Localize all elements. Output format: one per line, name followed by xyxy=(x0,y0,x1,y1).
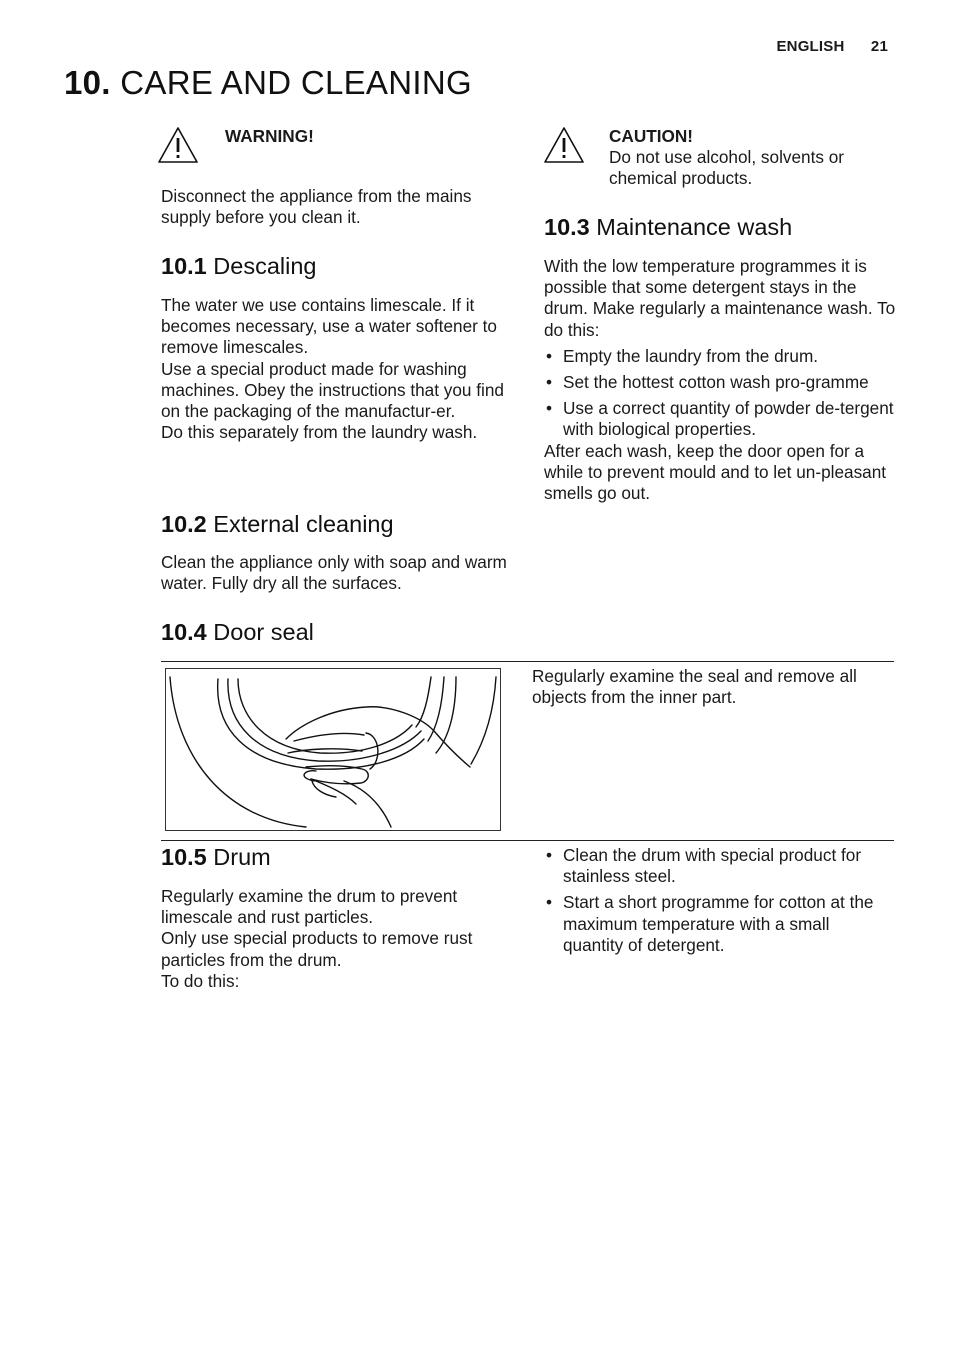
chapter-number: 10. xyxy=(64,64,111,101)
section-title: External cleaning xyxy=(213,511,394,537)
section-title: Maintenance wash xyxy=(596,214,793,240)
section-number: 10.4 xyxy=(161,619,207,645)
list-item: • Clean the drum with special product for stainless steel. xyxy=(544,845,894,887)
paragraph: Regularly examine the drum to prevent limescale and rust particles. xyxy=(161,886,458,928)
bullet-list xyxy=(544,845,894,956)
paragraph: Only use special products to remove rust particles from the drum. xyxy=(161,928,473,970)
divider xyxy=(161,661,894,662)
section-title: Descaling xyxy=(213,253,317,279)
section-title: Drum xyxy=(213,844,271,870)
chapter-title-text: CARE AND CLEANING xyxy=(120,64,472,101)
caution-icon-wrap xyxy=(543,126,585,169)
door-seal-drawing xyxy=(166,669,500,830)
warning-triangle-icon xyxy=(157,126,199,164)
paragraph: The water we use contains limescale. If it becomes necessary, use a water softener to remove limescales. xyxy=(161,295,497,358)
paragraph: Do this separately from the laundry wash. xyxy=(161,422,478,443)
section-10-2-heading xyxy=(161,511,394,538)
paragraph: With the low temperature programmes it is possible that some detergent stays in the drum. Make regularly a maintenance wash. To do this: xyxy=(544,256,896,340)
warning-title: WARNING! xyxy=(225,126,314,146)
section-10-3-body xyxy=(544,256,900,504)
paragraph: To do this: xyxy=(161,970,240,991)
paragraph: Use a special product made for washing machines. Obey the instructions that you find on the packaging of the manufactur-er. xyxy=(161,358,504,422)
warning-icon-wrap xyxy=(157,126,199,169)
divider xyxy=(161,840,894,841)
header-language: ENGLISH xyxy=(776,38,845,55)
list-item: • Empty the laundry from the drum. xyxy=(544,346,900,367)
caution-title: CAUTION! xyxy=(609,126,694,146)
chapter-title xyxy=(64,64,472,102)
section-10-2-body: Clean the appliance only with soap and warm water. Fully dry all the surfaces. xyxy=(161,552,507,594)
warning-triangle-icon xyxy=(543,126,585,164)
section-10-5-heading xyxy=(161,844,271,871)
section-10-5-body xyxy=(161,886,518,992)
section-10-1-body xyxy=(161,295,518,443)
page-number: 21 xyxy=(870,38,888,55)
warning-text: Disconnect the appliance from the mains supply before you clean it. xyxy=(161,186,472,228)
page-header xyxy=(754,38,888,55)
caution-text: Do not use alcohol, solvents or chemical products. xyxy=(609,147,845,189)
section-10-5-bullets xyxy=(544,845,894,961)
section-title: Door seal xyxy=(213,619,314,645)
bullet-list xyxy=(544,346,900,441)
list-item: • Use a correct quantity of powder de-tergent with biological properties. xyxy=(544,398,900,440)
section-10-1-heading xyxy=(161,253,316,280)
section-number: 10.3 xyxy=(544,214,590,240)
paragraph: After each wash, keep the door open for a while to prevent mould and to let un-pleasant smells go out. xyxy=(544,440,887,504)
section-number: 10.5 xyxy=(161,844,207,870)
list-item: • Start a short programme for cotton at the maximum temperature with a small quantity of detergent. xyxy=(544,892,894,956)
door-seal-illustration xyxy=(165,668,501,831)
list-item: • Set the hottest cotton wash pro-gramme xyxy=(544,372,900,393)
section-10-4-body: Regularly examine the seal and remove all objects from the inner part. xyxy=(532,666,857,708)
section-number: 10.2 xyxy=(161,511,207,537)
section-number: 10.1 xyxy=(161,253,207,279)
section-10-4-heading xyxy=(161,619,314,646)
section-10-3-heading xyxy=(544,214,792,241)
